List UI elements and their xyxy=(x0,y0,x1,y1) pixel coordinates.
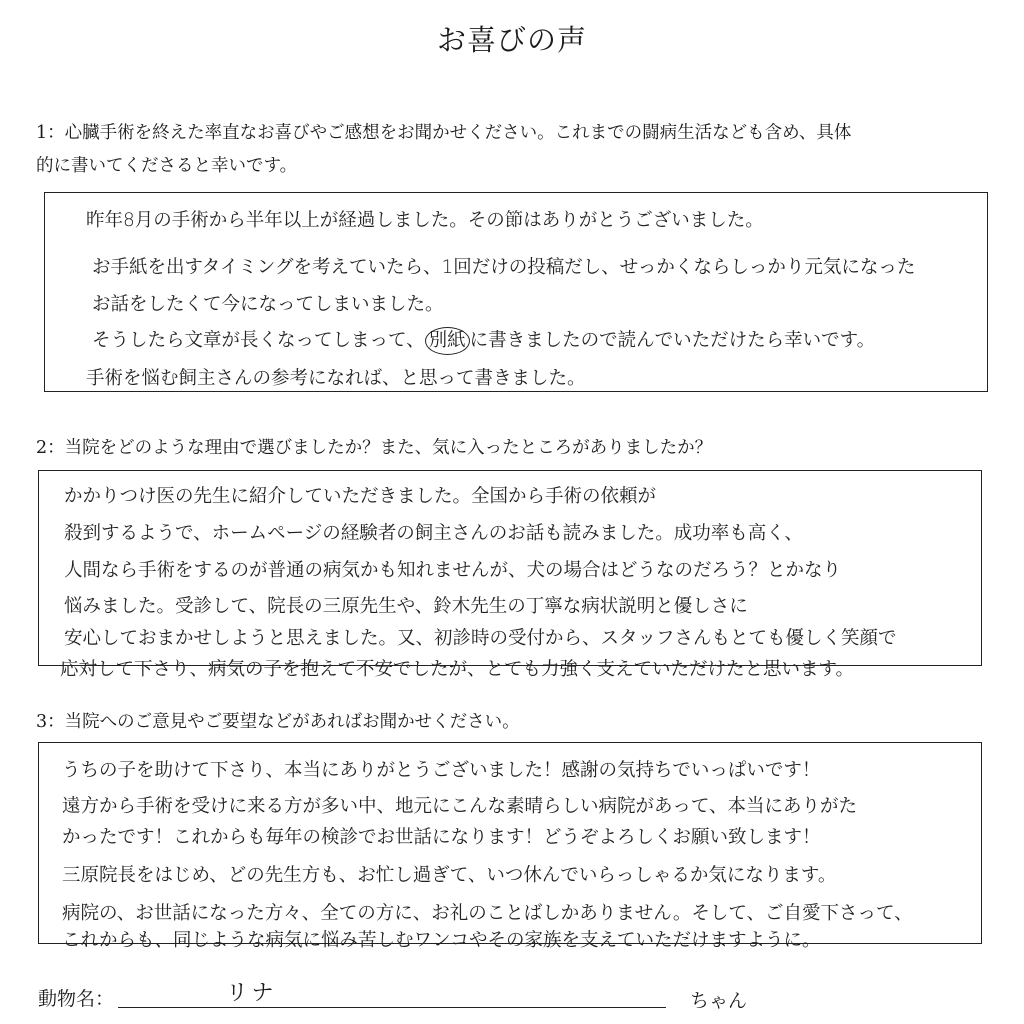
answer-2-line-2: 殺到するようで、ホームページの経験者の飼主さんのお話も読みました。成功率も高く、 xyxy=(64,523,803,544)
answer-2-line-1: かかりつけ医の先生に紹介していただきました。全国から手術の依頼が xyxy=(64,486,657,507)
animal-name-value: リナ xyxy=(226,981,278,1006)
question-2-line-1: 2：当院をどのような理由で選びましたか？また、気に入ったところがありましたか？ xyxy=(36,438,713,458)
answer-3-line-3: かったです！これからも毎年の検診でお世話になります！どうぞよろしくお願い致します！ xyxy=(62,827,821,848)
answer-1-line-4-start: そうしたら文章が長くなってしまって、 xyxy=(92,330,425,351)
answer-1-line-3: お話をしたくて今になってしまいました。 xyxy=(92,294,444,315)
answer-1-line-5: 手術を悩む飼主さんの参考になれば、と思って書きました。 xyxy=(86,368,586,389)
answer-2-line-6: 応対して下さり、病気の子を抱えて不安でしたが、とても力強く支えていただけたと思います。 xyxy=(60,659,855,680)
answer-1-line-1: 昨年8月の手術から半年以上が経過しました。その節はありがとうございました。 xyxy=(86,210,764,231)
animal-name-underline xyxy=(118,1007,666,1008)
animal-name-label: 動物名： xyxy=(38,988,115,1010)
answer-3-line-4: 三原院長をはじめ、どの先生方も、お忙し過ぎて、いつ休んでいらっしゃるか気になります。 xyxy=(62,865,837,886)
circled-word: 別紙 xyxy=(425,327,470,355)
answer-2-line-4: 悩みました。受診して、院長の三原先生や、鈴木先生の丁寧な病状説明と優しさに xyxy=(64,596,748,617)
answer-3-line-2: 遠方から手術を受けに来る方が多い中、地元にこんな素晴らしい病院があって、本当にありがた xyxy=(62,796,857,817)
answer-1-line-4-end: に書きましたので読んでいただけたら幸いです。 xyxy=(469,330,876,351)
answer-3-line-1: うちの子を助けて下さり、本当にありがとうございました！感謝の気持ちでいっぱいです！ xyxy=(62,760,821,781)
answer-3-line-6: これからも、同じような病気に悩み苦しむワンコやその家族を支えていただけますように。 xyxy=(62,930,821,951)
answer-2-line-3: 人間なら手術をするのが普通の病気かも知れませんが、犬の場合はどうなのだろう？とかなり xyxy=(64,560,842,581)
question-1 xyxy=(36,117,994,183)
question-3 xyxy=(36,706,994,739)
answer-2-line-5: 安心しておまかせしようと思えました。又、初診時の受付から、スタッフさんもとても優しく笑顔で xyxy=(64,628,897,649)
animal-name-suffix: ちゃん xyxy=(690,990,748,1012)
question-3-line-1: 3：当院へのご意見やご要望などがあればお聞かせください。 xyxy=(36,712,520,732)
answer-3-line-5: 病院の、お世話になった方々、全ての方に、お礼のことばしかありません。そして、ご自愛下さって、 xyxy=(62,903,913,924)
page-title: お喜びの声 xyxy=(436,23,587,57)
answer-1-line-2: お手紙を出すタイミングを考えていたら、1回だけの投稿だし、せっかくならしっかり元気になった xyxy=(92,257,916,278)
question-1-line-1: 1：心臓手術を終えた率直なお喜びやご感想をお聞かせください。これまでの闘病生活なども含め、具体 xyxy=(36,123,852,143)
question-2 xyxy=(36,432,994,465)
question-1-line-2: 的に書いてくださると幸いです。 xyxy=(36,156,298,176)
answer-1-line-4 xyxy=(92,326,875,355)
